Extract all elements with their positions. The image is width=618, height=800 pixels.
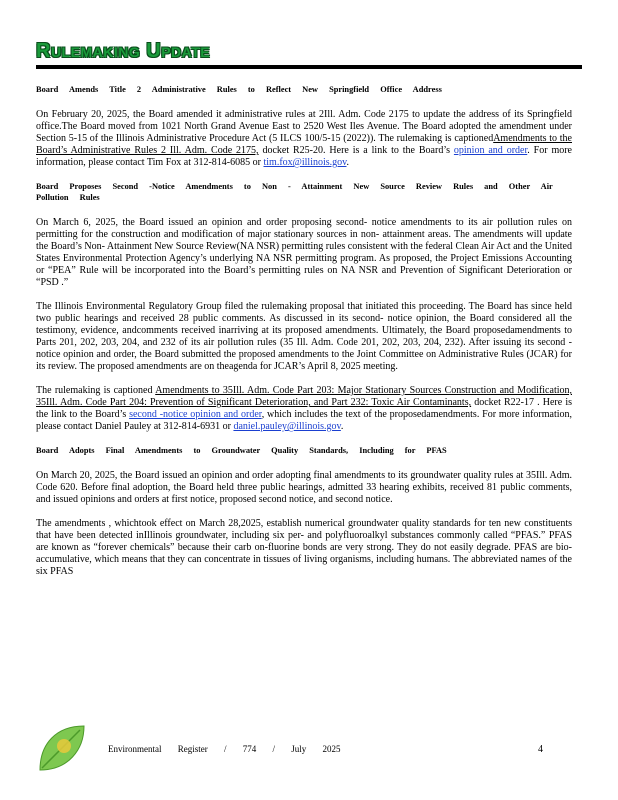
rulemaking-caption: Amendments to the Board’s Administrative Rules 2 Ill. Adm. Code 2175, bbox=[36, 133, 572, 156]
banner bbox=[36, 40, 556, 64]
section-paragraph: The rulemaking is captioned Amendments to 35Ill. Adm. Code Part 203: Major Stationary Sources Construction and Modification, 35Ill. Adm. Code Part 204: Prevention of Significant Deterioration, and Part 232: Toxic Air Contaminants, docket R22-17 . Here is the link to the Board’s second -notice opinion and order, which includes the text of the proposedamendments. For more information, please contact Daniel Pauley at 312-814-6931 or daniel.pauley@illinois.gov. bbox=[36, 385, 572, 432]
publication-info: Environmental Register / 774 / July 2025 bbox=[108, 744, 341, 754]
page-footer bbox=[0, 720, 618, 800]
page-title: Rulemaking Update bbox=[36, 40, 211, 62]
rulemaking-caption: Amendments to 35Ill. Adm. Code Part 203: Major Stationary Sources Construction and Modification, 35Ill. Adm. Code Part 204: Prevention of Significant Deterioration, and Part 232: Toxic Air Contaminants, bbox=[36, 385, 572, 408]
section-paragraph: On February 20, 2025, the Board amended it administrative rules at 2Ill. Adm. Code 2175 to update the address of its Springfield office.The Board moved from 1021 North Grand Avenue East to 2520 West Iles Avenue. The Board adopted the amendment under Section 5-15 of the Illinois Administrative Procedure Act (5 ILCS 100/5-15 (2022)). The rulemaking is captionedAmendments to the Board’s Administrative Rules 2 Ill. Adm. Code 2175, docket R25-20. Here is a link to the Board’s opinion and order. For more information, please contact Tim Fox at 312-814-6085 or tim.fox@illinois.gov. bbox=[36, 109, 572, 168]
email-link-daniel-pauley[interactable]: daniel.pauley@illinois.gov bbox=[233, 421, 341, 432]
second-notice-link[interactable]: second -notice opinion and order bbox=[129, 409, 262, 420]
banner-divider bbox=[36, 65, 582, 69]
email-link-tim-fox[interactable]: tim.fox@illinois.gov bbox=[263, 157, 347, 168]
page-number: 4 bbox=[538, 744, 543, 755]
section-heading-pfas: Board Adopts Final Amendments to Groundwater Quality Standards, Including for PFAS bbox=[36, 446, 447, 455]
section-paragraph: On March 6, 2025, the Board issued an opinion and order proposing second- notice amendments to its air pollution rules on permitting for the construction and modification of major stationary sources in non- attainment areas. The amendments will update the Board’s Non- Attainment New Source Review(NA NSR) permitting rules consistent with the federal Clean Air Act and the United States Environmental Protection Agency’s underlying NA NSR permitting program. As proposed, the Project Emissions Accounting or “PEA” Rule will be incorporated into the Board’s permitting rules on NA NSR and Prevention of Significant Deterioration or “PSD .” bbox=[36, 217, 572, 288]
section-heading-na-nsr: Board Proposes Second -Notice Amendments to Non - Attainment New Source Review Rules and Other Air Pollution Rules bbox=[36, 182, 553, 202]
article-body bbox=[36, 84, 572, 590]
section-heading-office-address: Board Amends Title 2 Administrative Rules to Reflect New Springfield Office Address bbox=[36, 85, 442, 94]
leaf-icon bbox=[34, 720, 90, 776]
section-paragraph: The Illinois Environmental Regulatory Group filed the rulemaking proposal that initiated this proceeding. The Board has since held two public hearings and received 28 public comments. As discussed in its second- notice opinion, the Board considered all the testimony, evidence, andcomments received inarriving at its proposed amendments. Ultimately, the Board proposedamendments to Parts 201, 202, 203, 204, and 232 of its air pollution rules (35 Ill. Adm. Code 201, 202, 203, 204, 232). After issuing its second -notice opinion and order, the Board submitted the proposed amendments to the Joint Committee on Administrative Rules (JCAR) for its review. The proposed amendments are on theagenda for JCAR’s April 8, 2025 meeting. bbox=[36, 301, 572, 372]
opinion-order-link[interactable]: opinion and order bbox=[453, 145, 528, 156]
section-paragraph: The amendments , whichtook effect on March 28,2025, establish numerical groundwater quality standards for ten new constituents that have been detected inIllinois groundwater, including six per- and polyfluoroalkyl substances commonly called “PFAS.” PFAS are known as “forever chemicals” because their carb on-fluorine bonds are very strong. They do not easily degrade. PFAS are bio- accumulative, which means that they can concentrate in tissues of living organisms, including humans. The abbreviated names of the six PFAS bbox=[36, 518, 572, 577]
section-paragraph: On March 20, 2025, the Board issued an opinion and order adopting final amendments to its groundwater quality rules at 35Ill. Adm. Code 620. Before final adoption, the Board held three public hearings, admitted 33 hearing exhibits, received 81 public comments, and issued opinions and orders at first notice, proposed second notice, and second notice. bbox=[36, 470, 572, 505]
